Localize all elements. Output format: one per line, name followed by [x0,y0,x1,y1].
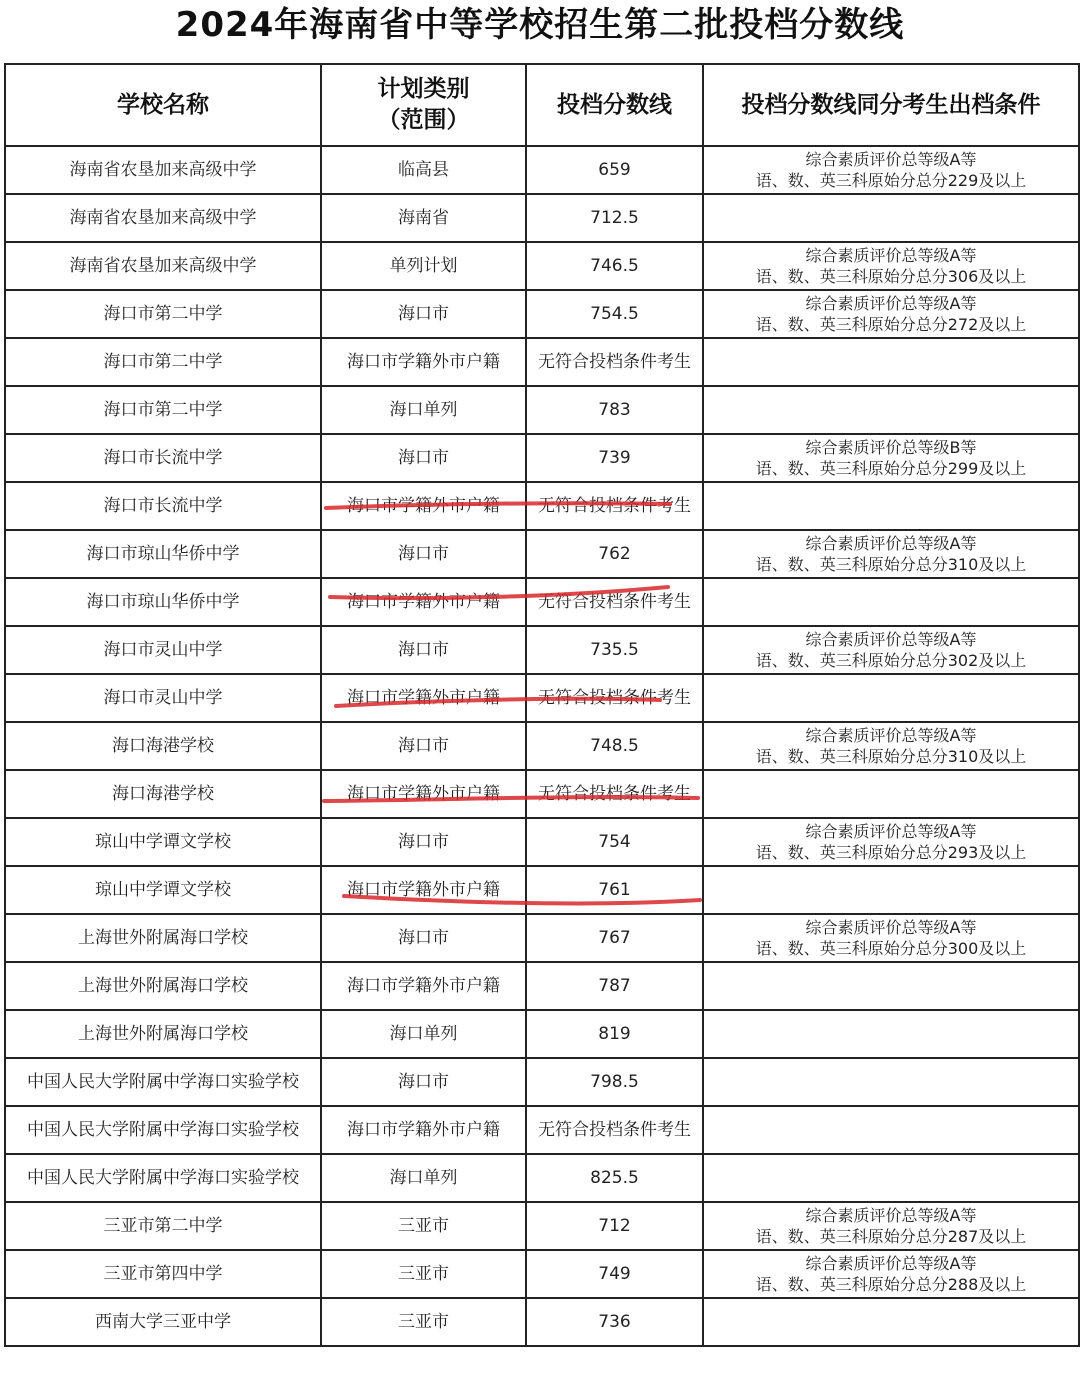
cell-condition [703,290,1079,338]
cell-plan: 海口市 [321,818,526,866]
table-row [5,146,1079,194]
admission-score-table [4,63,1080,1347]
cell-school: 中国人民大学附属中学海口实验学校 [5,1058,321,1106]
cell-condition [703,530,1079,578]
cell-score: 739 [526,434,703,482]
cell-plan: 海南省 [321,194,526,242]
cell-score: 767 [526,914,703,962]
cell-condition [703,1298,1079,1346]
cell-score: 798.5 [526,1058,703,1106]
table-row [5,194,1079,242]
cell-condition [703,242,1079,290]
cell-plan: 海口市 [321,914,526,962]
cell-plan: 海口市学籍外市户籍 [321,674,526,722]
cell-condition [703,866,1079,914]
condition-score-line: 语、数、英三科原始分总分302及以上 [755,651,1027,670]
condition-grade-line: 综合素质评价总等级B等 [805,438,977,457]
cell-school: 西南大学三亚中学 [5,1298,321,1346]
cell-condition [703,578,1079,626]
cell-plan: 海口单列 [321,1154,526,1202]
cell-score: 无符合投档条件考生 [526,578,703,626]
cell-school: 琼山中学谭文学校 [5,866,321,914]
cell-condition [703,914,1079,962]
cell-score: 712 [526,1202,703,1250]
cell-condition [703,1010,1079,1058]
condition-score-line: 语、数、英三科原始分总分306及以上 [755,267,1027,286]
table-row [5,914,1079,962]
cell-school: 上海世外附属海口学校 [5,914,321,962]
condition-score-line: 语、数、英三科原始分总分272及以上 [755,315,1027,334]
cell-condition [703,146,1079,194]
cell-school: 上海世外附属海口学校 [5,962,321,1010]
cell-school: 海口市第二中学 [5,290,321,338]
cell-condition [703,962,1079,1010]
condition-score-line: 语、数、英三科原始分总分229及以上 [755,171,1027,190]
table-row [5,1058,1079,1106]
condition-grade-line: 综合素质评价总等级A等 [805,150,977,169]
cell-score: 783 [526,386,703,434]
cell-condition [703,818,1079,866]
cell-condition [703,770,1079,818]
header-school: 学校名称 [5,64,321,146]
table-row [5,674,1079,722]
table-row [5,386,1079,434]
condition-grade-line: 综合素质评价总等级A等 [805,630,977,649]
table-row [5,1298,1079,1346]
cell-score: 754 [526,818,703,866]
cell-school: 中国人民大学附属中学海口实验学校 [5,1106,321,1154]
condition-grade-line: 综合素质评价总等级A等 [805,534,977,553]
table-row [5,1106,1079,1154]
cell-score: 787 [526,962,703,1010]
cell-plan: 海口市 [321,722,526,770]
table-row [5,770,1079,818]
cell-school: 海口市灵山中学 [5,626,321,674]
cell-score: 819 [526,1010,703,1058]
cell-score: 无符合投档条件考生 [526,674,703,722]
cell-score: 无符合投档条件考生 [526,1106,703,1154]
header-condition: 投档分数线同分考生出档条件 [703,64,1079,146]
table-row [5,722,1079,770]
table-row [5,290,1079,338]
condition-score-line: 语、数、英三科原始分总分299及以上 [755,459,1027,478]
cell-plan: 临高县 [321,146,526,194]
cell-school: 三亚市第二中学 [5,1202,321,1250]
table-row [5,482,1079,530]
cell-condition [703,626,1079,674]
cell-plan: 海口市学籍外市户籍 [321,1106,526,1154]
cell-plan: 海口单列 [321,386,526,434]
cell-plan: 海口市学籍外市户籍 [321,866,526,914]
cell-school: 海南省农垦加来高级中学 [5,242,321,290]
cell-condition [703,338,1079,386]
condition-grade-line: 综合素质评价总等级A等 [805,1254,977,1273]
cell-score: 712.5 [526,194,703,242]
condition-grade-line: 综合素质评价总等级A等 [805,1206,977,1225]
cell-plan: 海口市学籍外市户籍 [321,338,526,386]
cell-school: 海南省农垦加来高级中学 [5,146,321,194]
condition-grade-line: 综合素质评价总等级A等 [805,726,977,745]
condition-grade-line: 综合素质评价总等级A等 [805,294,977,313]
table-row [5,578,1079,626]
cell-plan: 海口市 [321,530,526,578]
cell-plan: 海口市学籍外市户籍 [321,962,526,1010]
cell-condition [703,1202,1079,1250]
condition-score-line: 语、数、英三科原始分总分310及以上 [755,555,1027,574]
cell-condition [703,1106,1079,1154]
cell-school: 中国人民大学附属中学海口实验学校 [5,1154,321,1202]
cell-plan: 海口单列 [321,1010,526,1058]
table-row [5,242,1079,290]
cell-plan: 海口市 [321,1058,526,1106]
table-row [5,434,1079,482]
header-plan [321,64,526,146]
cell-school: 海口市第二中学 [5,386,321,434]
condition-grade-line: 综合素质评价总等级A等 [805,246,977,265]
cell-school: 海口海港学校 [5,770,321,818]
cell-condition [703,194,1079,242]
condition-grade-line: 综合素质评价总等级A等 [805,822,977,841]
cell-condition [703,434,1079,482]
cell-score: 761 [526,866,703,914]
cell-plan: 海口市 [321,434,526,482]
table-row [5,530,1079,578]
cell-score: 735.5 [526,626,703,674]
condition-score-line: 语、数、英三科原始分总分293及以上 [755,843,1027,862]
condition-grade-line: 综合素质评价总等级A等 [805,918,977,937]
cell-score: 无符合投档条件考生 [526,482,703,530]
cell-condition [703,1154,1079,1202]
cell-school: 三亚市第四中学 [5,1250,321,1298]
cell-school: 海口市第二中学 [5,338,321,386]
cell-school: 海口市长流中学 [5,434,321,482]
table-row [5,1010,1079,1058]
cell-score: 无符合投档条件考生 [526,338,703,386]
cell-plan: 三亚市 [321,1202,526,1250]
cell-school: 海口海港学校 [5,722,321,770]
header-plan-line2: （范围） [377,107,470,133]
header-score: 投档分数线 [526,64,703,146]
table-row [5,1154,1079,1202]
cell-plan: 三亚市 [321,1298,526,1346]
cell-condition [703,674,1079,722]
cell-plan: 三亚市 [321,1250,526,1298]
cell-score: 748.5 [526,722,703,770]
cell-score: 762 [526,530,703,578]
cell-score: 659 [526,146,703,194]
table-row [5,1250,1079,1298]
cell-plan: 海口市学籍外市户籍 [321,770,526,818]
table-row [5,866,1079,914]
table-row [5,338,1079,386]
cell-plan: 海口市 [321,290,526,338]
cell-score: 736 [526,1298,703,1346]
table-row [5,818,1079,866]
condition-score-line: 语、数、英三科原始分总分300及以上 [755,939,1027,958]
cell-condition [703,386,1079,434]
cell-plan: 单列计划 [321,242,526,290]
cell-condition [703,1058,1079,1106]
table-body [5,146,1079,1346]
header-plan-line1: 计划类别 [377,76,470,102]
table-row [5,962,1079,1010]
cell-score: 754.5 [526,290,703,338]
cell-school: 上海世外附属海口学校 [5,1010,321,1058]
cell-school: 海南省农垦加来高级中学 [5,194,321,242]
cell-score: 749 [526,1250,703,1298]
cell-school: 海口市长流中学 [5,482,321,530]
cell-school: 海口市琼山华侨中学 [5,530,321,578]
cell-condition [703,722,1079,770]
cell-condition [703,482,1079,530]
cell-school: 海口市灵山中学 [5,674,321,722]
cell-plan: 海口市 [321,626,526,674]
cell-condition [703,1250,1079,1298]
cell-school: 琼山中学谭文学校 [5,818,321,866]
cell-school: 海口市琼山华侨中学 [5,578,321,626]
page-title: 2024年海南省中等学校招生第二批投档分数线 [175,5,905,45]
cell-score: 746.5 [526,242,703,290]
condition-score-line: 语、数、英三科原始分总分310及以上 [755,747,1027,766]
cell-score: 825.5 [526,1154,703,1202]
cell-plan: 海口市学籍外市户籍 [321,482,526,530]
table-row [5,1202,1079,1250]
condition-score-line: 语、数、英三科原始分总分288及以上 [755,1275,1027,1294]
cell-score: 无符合投档条件考生 [526,770,703,818]
table-header-row [5,64,1079,146]
cell-plan: 海口市学籍外市户籍 [321,578,526,626]
table-row [5,626,1079,674]
condition-score-line: 语、数、英三科原始分总分287及以上 [755,1227,1027,1246]
